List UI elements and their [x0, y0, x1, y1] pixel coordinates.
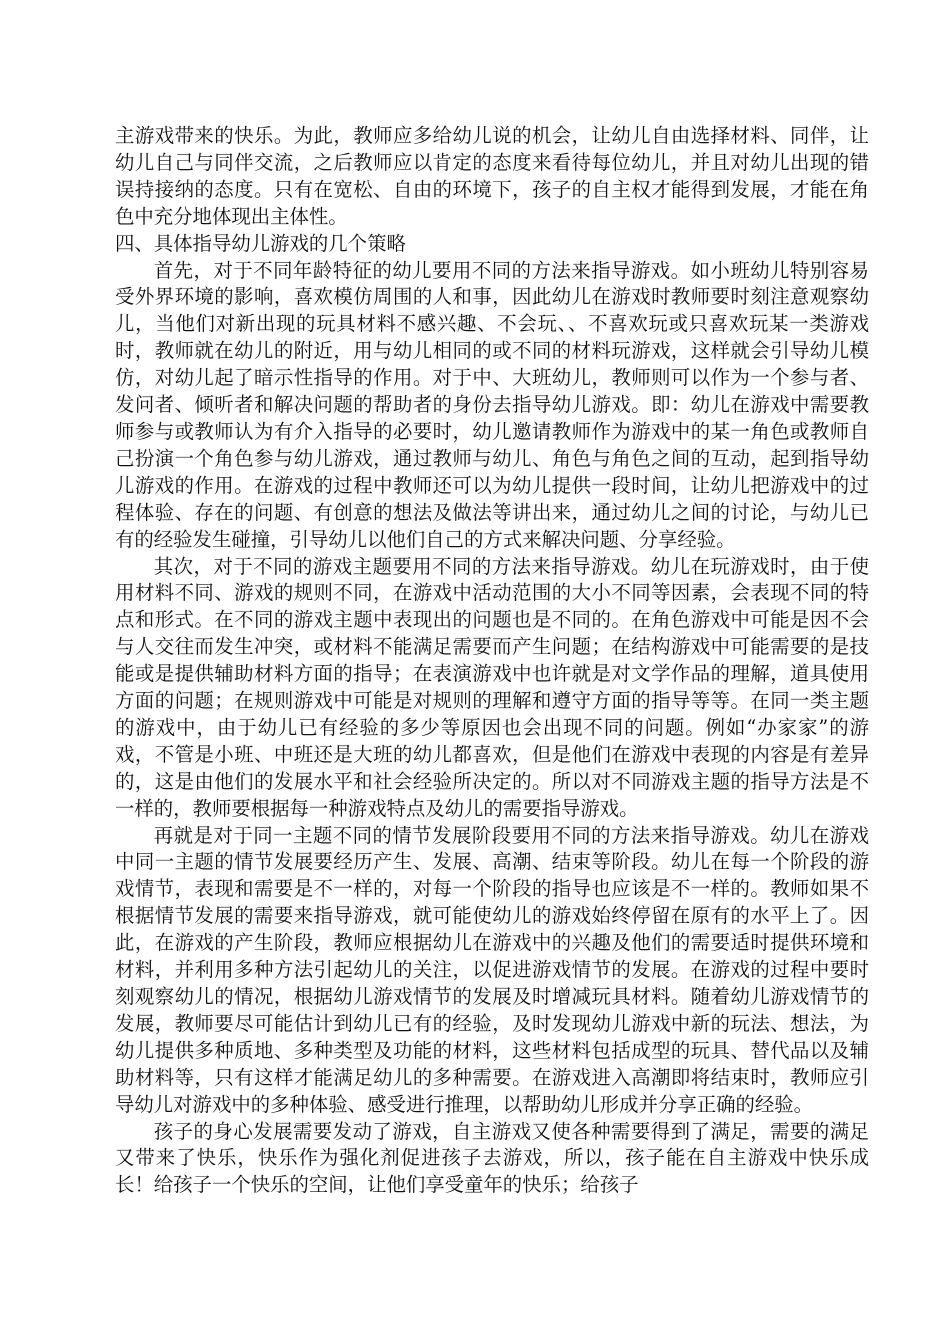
document-page	[115, 123, 869, 1199]
paragraph-third-strategy: 再就是对于同一主题不同的情节发展阶段要用不同的方法来指导游戏。幼儿在游戏中同一主题的情节发展要经历产生、发展、高潮、结束等阶段。幼儿在每一个阶段的游戏情节，表现和需要是不一样的，对每一个阶段的指导也应该是不一样的。教师如果不根据情节发展的需要来指导游戏，就可能使幼儿的游戏始终停留在原有的水平上了。因此，在游戏的产生阶段，教师应根据幼儿在游戏中的兴趣及他们的需要适时提供环境和材料，并利用多种方法引起幼儿的关注，以促进游戏情节的发展。在游戏的过程中要时刻观察幼儿的情况，根据幼儿游戏情节的发展及时增减玩具材料。随着幼儿游戏情节的发展，教师要尽可能估计到幼儿已有的经验，及时发现幼儿游戏中新的玩法、想法，为幼儿提供多种质地、多种类型及功能的材料，这些材料包括成型的玩具、替代品以及辅助材料等，只有这样才能满足幼儿的多种需要。在游戏进入高潮即将结束时，教师应引导幼儿对游戏中的多种体验、感受进行推理，以帮助幼儿形成并分享正确的经验。	[115, 823, 869, 1116]
paragraph-second-strategy: 其次，对于不同的游戏主题要用不同的方法来指导游戏。幼儿在玩游戏时，由于使用材料不同、游戏的规则不同，在游戏中活动范围的大小不同等因素，会表现不同的特点和形式。在不同的游戏主题中表现出的问题也是不同的。在角色游戏中可能是因不会与人交往而发生冲突，或材料不能满足需要而产生问题；在结构游戏中可能需要的是技能或是提供辅助材料方面的指导；在表演游戏中也许就是对文学作品的理解，道具使用方面的问题；在规则游戏中可能是对规则的理解和遵守方面的指导等等。在同一类主题的游戏中，由于幼儿已有经验的多少等原因也会出现不同的问题。例如“办家家”的游戏，不管是小班、中班还是大班的幼儿都喜欢，但是他们在游戏中表现的内容是有差异的，这是由他们的发展水平和社会经验所决定的。所以对不同游戏主题的指导方法是不一样的，教师要根据每一种游戏特点及幼儿的需要指导游戏。	[115, 554, 869, 820]
paragraph-first-strategy: 首先，对于不同年龄特征的幼儿要用不同的方法来指导游戏。如小班幼儿特别容易受外界环境的影响，喜欢模仿周围的人和事，因此幼儿在游戏时教师要时刻注意观察幼儿，当他们对新出现的玩具材料不感兴趣、不会玩、、不喜欢玩或只喜欢玩某一类游戏时，教师就在幼儿的附近，用与幼儿相同的或不同的材料玩游戏，这样就会引导幼儿模仿，对幼儿起了暗示性指导的作用。对于中、大班幼儿，教师则可以作为一个参与者、发问者、倾听者和解决问题的帮助者的身份去指导幼儿游戏。即：幼儿在游戏中需要教师参与或教师认为有介入指导的必要时，幼儿邀请教师作为游戏中的某一角色或教师自己扮演一个角色参与幼儿游戏，通过教师与幼儿、角色与角色之间的互动，起到指导幼儿游戏的作用。在游戏的过程中教师还可以为幼儿提供一段时间，让幼儿把游戏中的过程体验、存在的问题、有创意的想法及做法等讲出来，通过幼儿之间的讨论，与幼儿已有的经验发生碰撞，引导幼儿以他们自己的方式来解决问题、分享经验。	[115, 258, 869, 551]
paragraph-continued: 主游戏带来的快乐。为此，教师应多给幼儿说的机会，让幼儿自由选择材料、同伴，让幼儿自己与同伴交流，之后教师应以肯定的态度来看待每位幼儿，并且对幼儿出现的错误持接纳的态度。只有在宽松、自由的环境下，孩子的自主权才能得到发展，才能在角色中充分地体现出主体性。	[115, 124, 869, 228]
section-heading: 四、具体指导幼儿游戏的几个策略	[115, 231, 406, 255]
paragraph-closing: 孩子的身心发展需要发动了游戏，自主游戏又使各种需要得到了满足，需要的满足又带来了快乐，快乐作为强化剂促进孩子去游戏，所以，孩子能在自主游戏中快乐成长！给孩子一个快乐的空间，让他们享受童年的快乐；给孩子	[115, 1119, 869, 1197]
